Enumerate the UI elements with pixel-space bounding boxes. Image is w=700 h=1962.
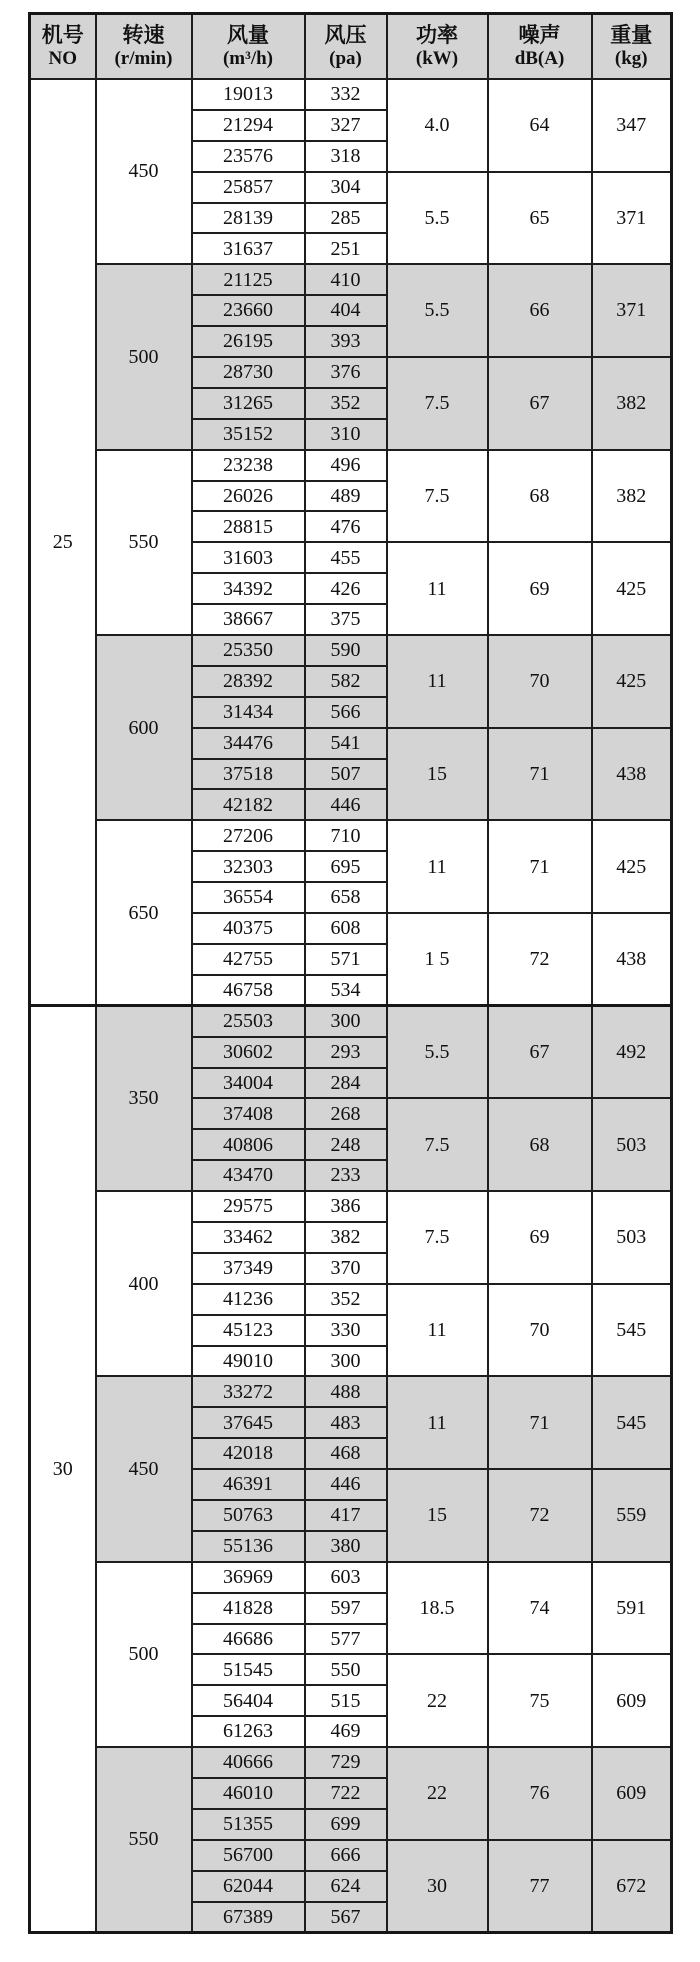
table-body: [30, 79, 672, 1932]
header-pressure-label: 风压: [324, 23, 367, 48]
pressure-cell: 380: [305, 1531, 387, 1562]
header-weight: [592, 14, 672, 80]
weight-cell: 425: [592, 542, 672, 635]
airflow-cell: 50763: [192, 1500, 305, 1531]
pressure-cell: 370: [305, 1253, 387, 1284]
table-row: [30, 264, 672, 295]
airflow-cell: 34476: [192, 728, 305, 759]
airflow-cell: 31637: [192, 233, 305, 264]
airflow-cell: 25350: [192, 635, 305, 666]
pressure-cell: 393: [305, 326, 387, 357]
airflow-cell: 34004: [192, 1068, 305, 1099]
airflow-cell: 23576: [192, 141, 305, 172]
pressure-cell: 469: [305, 1716, 387, 1747]
weight-cell: 438: [592, 728, 672, 821]
power-cell: 11: [387, 1376, 488, 1469]
airflow-cell: 25857: [192, 172, 305, 203]
speed-cell: 600: [96, 635, 192, 820]
pressure-cell: 597: [305, 1593, 387, 1624]
noise-cell: 67: [488, 357, 592, 450]
airflow-cell: 26026: [192, 481, 305, 512]
pressure-cell: 410: [305, 264, 387, 295]
airflow-cell: 23660: [192, 295, 305, 326]
header-power: [387, 14, 488, 80]
pressure-cell: 375: [305, 604, 387, 635]
pressure-cell: 285: [305, 203, 387, 234]
noise-cell: 71: [488, 1376, 592, 1469]
pressure-cell: 376: [305, 357, 387, 388]
speed-cell: 350: [96, 1006, 192, 1191]
fan-spec-table: [28, 12, 673, 1934]
pressure-cell: 426: [305, 573, 387, 604]
pressure-cell: 695: [305, 851, 387, 882]
airflow-cell: 19013: [192, 79, 305, 110]
airflow-cell: 61263: [192, 1716, 305, 1747]
pressure-cell: 590: [305, 635, 387, 666]
header-machine-no-label: 机号: [41, 23, 84, 48]
table-row: [30, 1747, 672, 1778]
weight-cell: 492: [592, 1006, 672, 1099]
airflow-cell: 23238: [192, 450, 305, 481]
noise-cell: 75: [488, 1654, 592, 1747]
header-airflow-label: 风量: [227, 23, 269, 48]
pressure-cell: 300: [305, 1346, 387, 1377]
header-noise-unit: dB(A): [514, 47, 565, 69]
pressure-cell: 417: [305, 1500, 387, 1531]
pressure-cell: 382: [305, 1222, 387, 1253]
pressure-cell: 404: [305, 295, 387, 326]
airflow-cell: 28730: [192, 357, 305, 388]
pressure-cell: 318: [305, 141, 387, 172]
noise-cell: 67: [488, 1006, 592, 1099]
power-cell: 15: [387, 728, 488, 821]
power-cell: 22: [387, 1747, 488, 1840]
noise-cell: 68: [488, 1098, 592, 1191]
power-cell: 7.5: [387, 1191, 488, 1284]
airflow-cell: 51545: [192, 1654, 305, 1685]
table-row: [30, 820, 672, 851]
airflow-cell: 42182: [192, 789, 305, 820]
noise-cell: 74: [488, 1562, 592, 1655]
noise-cell: 71: [488, 728, 592, 821]
noise-cell: 76: [488, 1747, 592, 1840]
header-weight-label: 重量: [610, 23, 653, 48]
power-cell: 7.5: [387, 357, 488, 450]
airflow-cell: 25503: [192, 1006, 305, 1037]
noise-cell: 77: [488, 1840, 592, 1933]
table-row: [30, 1562, 672, 1593]
pressure-cell: 352: [305, 388, 387, 419]
pressure-cell: 729: [305, 1747, 387, 1778]
pressure-cell: 624: [305, 1871, 387, 1902]
pressure-cell: 550: [305, 1654, 387, 1685]
pressure-cell: 248: [305, 1129, 387, 1160]
weight-cell: 559: [592, 1469, 672, 1562]
speed-cell: 400: [96, 1191, 192, 1376]
airflow-cell: 49010: [192, 1346, 305, 1377]
speed-cell: 450: [96, 79, 192, 264]
pressure-cell: 534: [305, 975, 387, 1006]
header-speed: [96, 14, 192, 80]
weight-cell: 382: [592, 357, 672, 450]
power-cell: 18.5: [387, 1562, 488, 1655]
table-header: [30, 14, 672, 80]
header-machine-no: [30, 14, 96, 80]
weight-cell: 672: [592, 1840, 672, 1933]
power-cell: 11: [387, 820, 488, 913]
airflow-cell: 46686: [192, 1624, 305, 1655]
noise-cell: 68: [488, 450, 592, 543]
speed-cell: 550: [96, 450, 192, 635]
weight-cell: 503: [592, 1191, 672, 1284]
power-cell: 11: [387, 635, 488, 728]
table-row: [30, 1376, 672, 1407]
weight-cell: 503: [592, 1098, 672, 1191]
pressure-cell: 489: [305, 481, 387, 512]
airflow-cell: 38667: [192, 604, 305, 635]
header-noise: [488, 14, 592, 80]
power-cell: 30: [387, 1840, 488, 1933]
header-speed-unit: (r/min): [114, 47, 173, 69]
header-speed-label: 转速: [122, 23, 165, 48]
pressure-cell: 284: [305, 1068, 387, 1099]
airflow-cell: 42755: [192, 944, 305, 975]
speed-cell: 500: [96, 1562, 192, 1747]
airflow-cell: 30602: [192, 1037, 305, 1068]
noise-cell: 71: [488, 820, 592, 913]
pressure-cell: 515: [305, 1685, 387, 1716]
weight-cell: 609: [592, 1654, 672, 1747]
weight-cell: 425: [592, 635, 672, 728]
noise-cell: 72: [488, 1469, 592, 1562]
airflow-cell: 21125: [192, 264, 305, 295]
airflow-cell: 55136: [192, 1531, 305, 1562]
weight-cell: 609: [592, 1747, 672, 1840]
airflow-cell: 45123: [192, 1315, 305, 1346]
pressure-cell: 251: [305, 233, 387, 264]
noise-cell: 69: [488, 542, 592, 635]
pressure-cell: 571: [305, 944, 387, 975]
pressure-cell: 446: [305, 789, 387, 820]
pressure-cell: 666: [305, 1840, 387, 1871]
power-cell: 11: [387, 1284, 488, 1377]
airflow-cell: 40666: [192, 1747, 305, 1778]
airflow-cell: 28139: [192, 203, 305, 234]
weight-cell: 382: [592, 450, 672, 543]
table-row: [30, 450, 672, 481]
pressure-cell: 483: [305, 1407, 387, 1438]
power-cell: 4.0: [387, 79, 488, 172]
speed-cell: 650: [96, 820, 192, 1005]
power-cell: 5.5: [387, 1006, 488, 1099]
airflow-cell: 37349: [192, 1253, 305, 1284]
noise-cell: 65: [488, 172, 592, 265]
noise-cell: 70: [488, 1284, 592, 1377]
pressure-cell: 386: [305, 1191, 387, 1222]
airflow-cell: 37518: [192, 759, 305, 790]
power-cell: 5.5: [387, 172, 488, 265]
airflow-cell: 67389: [192, 1902, 305, 1933]
airflow-cell: 37408: [192, 1098, 305, 1129]
table-row: [30, 635, 672, 666]
airflow-cell: 36554: [192, 882, 305, 913]
airflow-cell: 31265: [192, 388, 305, 419]
airflow-cell: 31434: [192, 697, 305, 728]
pressure-cell: 541: [305, 728, 387, 759]
pressure-cell: 603: [305, 1562, 387, 1593]
pressure-cell: 476: [305, 511, 387, 542]
airflow-cell: 28392: [192, 666, 305, 697]
pressure-cell: 488: [305, 1376, 387, 1407]
airflow-cell: 35152: [192, 419, 305, 450]
weight-cell: 425: [592, 820, 672, 913]
power-cell: 7.5: [387, 1098, 488, 1191]
airflow-cell: 32303: [192, 851, 305, 882]
pressure-cell: 332: [305, 79, 387, 110]
noise-cell: 69: [488, 1191, 592, 1284]
pressure-cell: 577: [305, 1624, 387, 1655]
pressure-cell: 582: [305, 666, 387, 697]
speed-cell: 500: [96, 264, 192, 449]
speed-cell: 450: [96, 1376, 192, 1561]
airflow-cell: 26195: [192, 326, 305, 357]
airflow-cell: 36969: [192, 1562, 305, 1593]
airflow-cell: 21294: [192, 110, 305, 141]
pressure-cell: 658: [305, 882, 387, 913]
pressure-cell: 446: [305, 1469, 387, 1500]
weight-cell: 371: [592, 172, 672, 265]
airflow-cell: 46391: [192, 1469, 305, 1500]
noise-cell: 72: [488, 913, 592, 1006]
header-airflow: [192, 14, 305, 80]
header-power-label: 功率: [416, 23, 458, 48]
header-weight-unit: (kg): [614, 47, 648, 69]
pressure-cell: 455: [305, 542, 387, 573]
pressure-cell: 496: [305, 450, 387, 481]
pressure-cell: 722: [305, 1778, 387, 1809]
noise-cell: 64: [488, 79, 592, 172]
power-cell: 22: [387, 1654, 488, 1747]
airflow-cell: 31603: [192, 542, 305, 573]
power-cell: 7.5: [387, 450, 488, 543]
table-row: [30, 79, 672, 110]
pressure-cell: 699: [305, 1809, 387, 1840]
airflow-cell: 42018: [192, 1438, 305, 1469]
pressure-cell: 352: [305, 1284, 387, 1315]
airflow-cell: 40375: [192, 913, 305, 944]
header-pressure-unit: (pa): [329, 47, 362, 69]
weight-cell: 347: [592, 79, 672, 172]
airflow-cell: 37645: [192, 1407, 305, 1438]
airflow-cell: 62044: [192, 1871, 305, 1902]
power-cell: 5.5: [387, 264, 488, 357]
power-cell: 1 5: [387, 913, 488, 1006]
pressure-cell: 710: [305, 820, 387, 851]
pressure-cell: 608: [305, 913, 387, 944]
pressure-cell: 566: [305, 697, 387, 728]
machine-no-cell: 30: [30, 1006, 96, 1933]
airflow-cell: 56700: [192, 1840, 305, 1871]
header-airflow-unit: (m³/h): [222, 47, 274, 69]
pressure-cell: 567: [305, 1902, 387, 1933]
machine-no-cell: 25: [30, 79, 96, 1006]
power-cell: 11: [387, 542, 488, 635]
airflow-cell: 51355: [192, 1809, 305, 1840]
pressure-cell: 300: [305, 1006, 387, 1037]
table-row: [30, 1191, 672, 1222]
airflow-cell: 40806: [192, 1129, 305, 1160]
pressure-cell: 507: [305, 759, 387, 790]
airflow-cell: 28815: [192, 511, 305, 542]
pressure-cell: 310: [305, 419, 387, 450]
header-noise-label: 噪声: [518, 23, 561, 48]
airflow-cell: 27206: [192, 820, 305, 851]
power-cell: 15: [387, 1469, 488, 1562]
pressure-cell: 468: [305, 1438, 387, 1469]
pressure-cell: 327: [305, 110, 387, 141]
airflow-cell: 46758: [192, 975, 305, 1006]
pressure-cell: 330: [305, 1315, 387, 1346]
weight-cell: 371: [592, 264, 672, 357]
weight-cell: 438: [592, 913, 672, 1006]
airflow-cell: 29575: [192, 1191, 305, 1222]
weight-cell: 545: [592, 1376, 672, 1469]
noise-cell: 66: [488, 264, 592, 357]
airflow-cell: 33462: [192, 1222, 305, 1253]
pressure-cell: 304: [305, 172, 387, 203]
weight-cell: 545: [592, 1284, 672, 1377]
pressure-cell: 233: [305, 1160, 387, 1191]
table-row: [30, 1006, 672, 1037]
weight-cell: 591: [592, 1562, 672, 1655]
pressure-cell: 293: [305, 1037, 387, 1068]
airflow-cell: 41828: [192, 1593, 305, 1624]
airflow-cell: 33272: [192, 1376, 305, 1407]
header-machine-no-unit: NO: [48, 47, 77, 69]
header-pressure: [305, 14, 387, 80]
pressure-cell: 268: [305, 1098, 387, 1129]
airflow-cell: 41236: [192, 1284, 305, 1315]
airflow-cell: 46010: [192, 1778, 305, 1809]
airflow-cell: 56404: [192, 1685, 305, 1716]
noise-cell: 70: [488, 635, 592, 728]
speed-cell: 550: [96, 1747, 192, 1932]
airflow-cell: 34392: [192, 573, 305, 604]
airflow-cell: 43470: [192, 1160, 305, 1191]
header-power-unit: (kW): [415, 47, 459, 69]
